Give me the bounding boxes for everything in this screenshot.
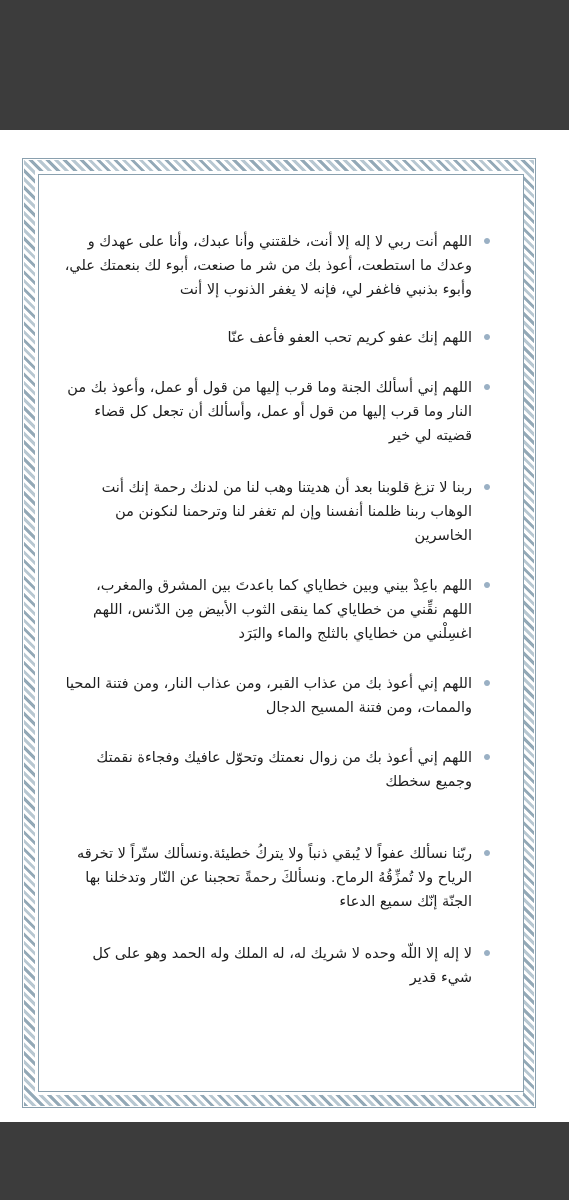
dua-list — [64, 230, 488, 990]
bullet-icon — [484, 754, 490, 760]
bottom-dark-bar — [0, 1122, 569, 1200]
dua-text: اللهم أنت ربي لا إله إلا أنت، خلقتني وأنا عبدك، وأنا على عهدك و وعدك ما استطعت، أعوذ بك من شر ما صنعت، أبوء لك بنعمتك علي، وأبوء بذنبي فاغفر لي، فإنه لا يغفر الذنوب إلا أنت — [64, 234, 472, 298]
dua-item — [64, 942, 488, 990]
dua-text: لا إله إلا اللّه وحده لا شريك له، له الملك وله الحمد وهو على كل شيء قدير — [92, 946, 472, 986]
dua-text: اللهم إني أعوذ بك من عذاب القبر، ومن عذاب النار، ومن فتنة المحيا والممات، ومن فتنة المسيح الدجال — [65, 676, 472, 716]
bullet-icon — [484, 238, 490, 244]
dua-text: ربّنا نسألك عفواً لا يُبقي ذنباً ولا يتركُ خطيئة.ونسألك ستّراً لا تخرقه الرياح ولا تُمزِّقُهُ الرماح. ونسألكَ رحمةً تحجبنا عن النّار وتدخلنا بها الجنّة إنّك سميع الدعاء — [76, 846, 472, 910]
dua-text: اللهم إني أعوذ بك من زوال نعمتك وتحوّل عافيك وفجاءة نقمتك وجميع سخطك — [96, 750, 472, 790]
dua-item — [64, 672, 488, 720]
bullet-icon — [484, 850, 490, 856]
dua-item — [64, 376, 488, 448]
dua-item — [64, 842, 488, 914]
bullet-icon — [484, 950, 490, 956]
dua-item — [64, 746, 488, 794]
document-page — [0, 130, 569, 1122]
bullet-icon — [484, 680, 490, 686]
bullet-icon — [484, 384, 490, 390]
dua-item — [64, 476, 488, 548]
dua-text: اللهم إنك عفو كريم تحب العفو فأعف عنّا — [227, 330, 472, 346]
dua-item — [64, 574, 488, 646]
bullet-icon — [484, 484, 490, 490]
top-dark-bar — [0, 0, 569, 130]
dua-text: ربنا لا تزغ قلوبنا بعد أن هديتنا وهب لنا من لدنك رحمة إنك أنت الوهاب ربنا ظلمنا أنفسنا وإن لم تغفر لنا وترحمنا لنكونن من الخاسرين — [101, 480, 472, 544]
bullet-icon — [484, 334, 490, 340]
dua-item — [64, 326, 488, 350]
dua-item — [64, 230, 488, 302]
bullet-icon — [484, 582, 490, 588]
dua-text: اللهم باعِدْ بيني وبين خطاياي كما باعدتَ بين المشرق والمغرب، اللهم نقِّني من خطاياي كما ينقى الثوب الأبيض مِن الدّنس، اللهم اغسِلْني من خطاياي بالثلج والماء والبَرَد — [92, 578, 472, 642]
dua-text: اللهم إني أسألك الجنة وما قرب إليها من قول أو عمل، وأعوذ بك من النار وما قرب إليها من قول أو عمل، وأسألك أن تجعل كل قضاء قضيته لي خير — [67, 380, 472, 444]
